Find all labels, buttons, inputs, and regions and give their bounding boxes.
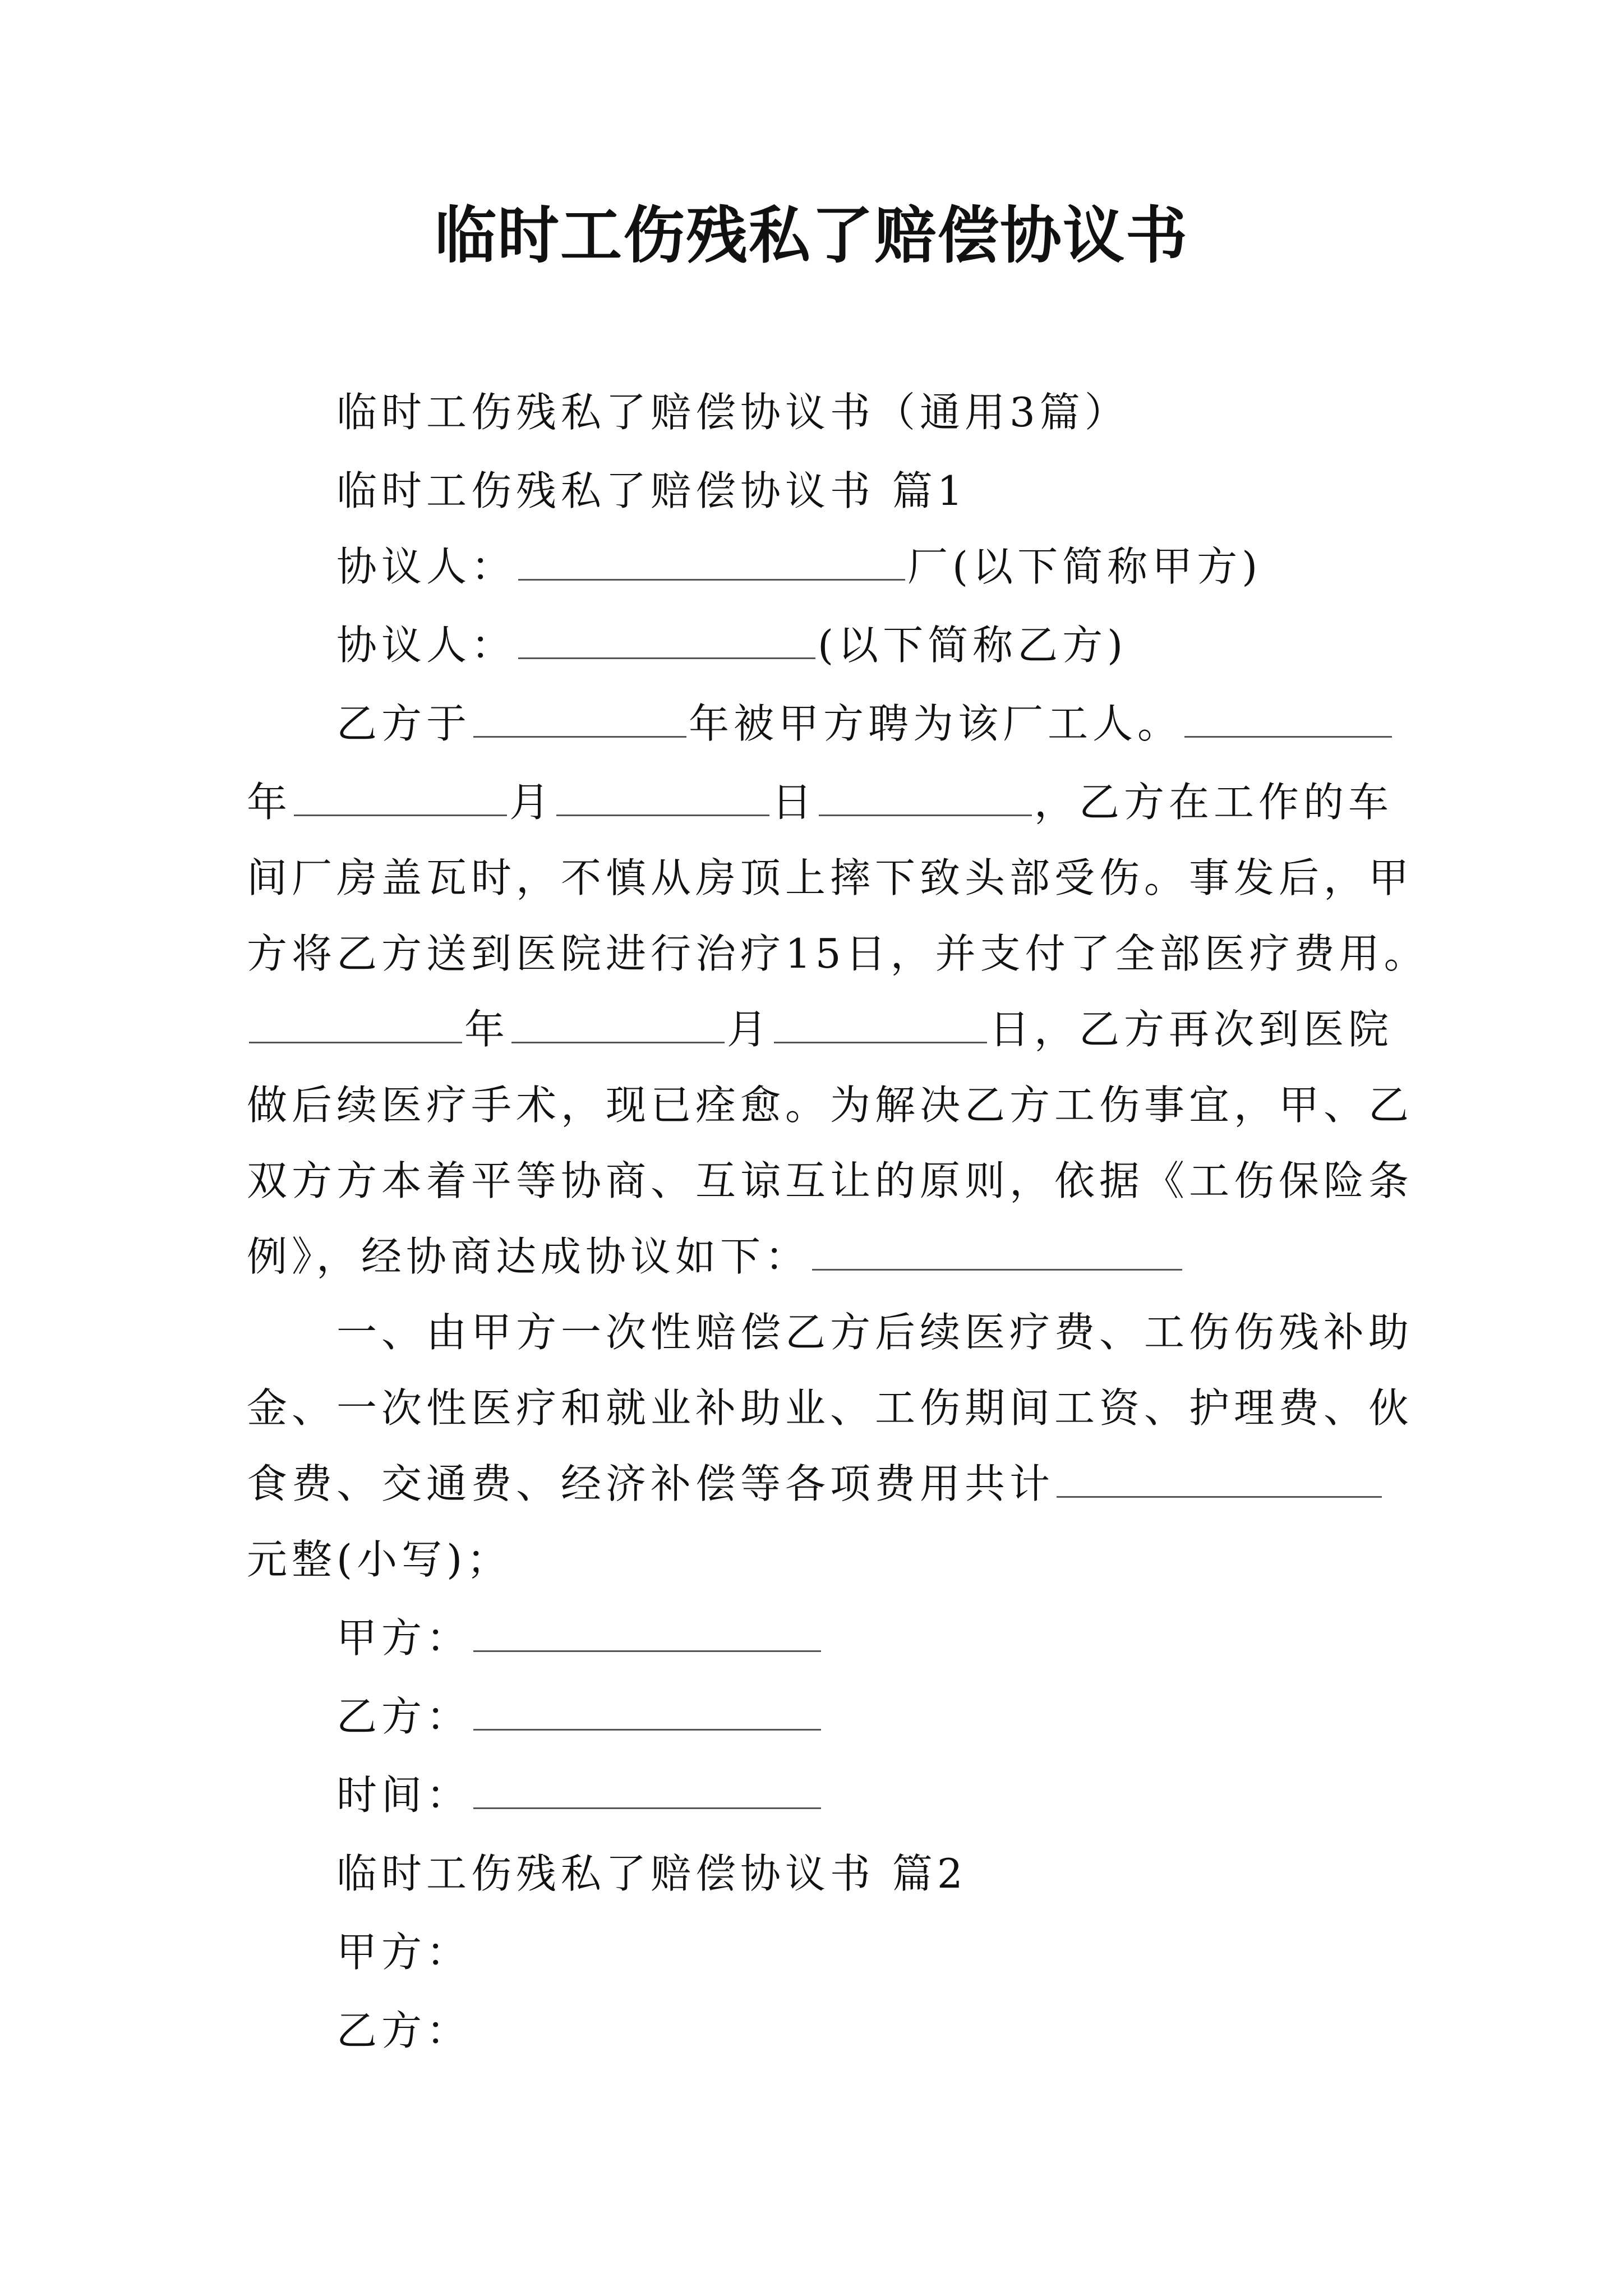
paragraph1-line8 (247, 1226, 1184, 1287)
party-b-label: 协议人： (336, 622, 517, 669)
text-span: 日 (772, 779, 817, 826)
clause1-line4: 元整(小写)； (247, 1536, 512, 1583)
section1-heading: 临时工伤残私了赔偿协议书 篇1 (336, 467, 967, 514)
paragraph1-line1 (336, 693, 1394, 754)
paragraph1-line5 (247, 999, 1393, 1060)
paragraph1-line2 (247, 771, 1393, 833)
party-b-blank (518, 618, 815, 659)
blank (249, 1002, 462, 1043)
text-span: 年 (464, 1006, 510, 1053)
amount-blank (1057, 1457, 1382, 1498)
blank (819, 775, 1032, 816)
blank (511, 1002, 725, 1043)
text-span: 食费、交通费、经济补偿等各项费用共计 (247, 1460, 1055, 1507)
blank (774, 1002, 987, 1043)
document-title: 临时工伤残私了赔偿协议书 (435, 199, 1188, 272)
text-span: 乙方： (336, 1693, 472, 1740)
party-b-line (336, 614, 1127, 676)
signature-blank (473, 1611, 821, 1652)
signature-party-a (336, 1607, 823, 1669)
clause1-line3 (247, 1453, 1384, 1515)
paragraph1-line3: 间厂房盖瓦时，不慎从房顶上摔下致头部受伤。事发后，甲 (247, 854, 1414, 901)
blank (556, 775, 769, 816)
clause1-line1: 一、由甲方一次性赔偿乙方后续医疗费、工伤伤残补助 (336, 1309, 1414, 1356)
date-blank (473, 1768, 821, 1809)
text-span: 日，乙方再次到医院 (989, 1006, 1394, 1053)
clause1-line2: 金、一次性医疗和就业补助业、工伤期间工资、护理费、伙 (247, 1384, 1414, 1432)
subtitle: 临时工伤残私了赔偿协议书（通用3篇） (336, 389, 1129, 436)
date-blank (1184, 697, 1392, 738)
text-span: 乙方于 (336, 700, 472, 747)
paragraph1-line6: 做后续医疗手术，现已痊愈。为解决乙方工伤事宜，甲、乙 (247, 1082, 1414, 1129)
party-a-blank (518, 540, 905, 581)
text-span: 月 (727, 1006, 772, 1053)
party-b-suffix: (以下简称乙方) (818, 622, 1128, 669)
paragraph1-line7: 双方方本着平等协商、互谅互让的原则，依据《工伤保险条 (247, 1157, 1414, 1204)
signature-date (336, 1764, 823, 1826)
text-span: 年 (247, 779, 292, 826)
text-span: 月 (509, 779, 555, 826)
year-blank (473, 697, 686, 738)
section2-party-b: 乙方： (336, 2007, 472, 2054)
signature-blank (473, 1690, 821, 1731)
text-span: ，乙方在工作的车 (1034, 779, 1394, 826)
section2-party-a: 甲方： (336, 1929, 472, 1976)
party-a-label: 协议人： (336, 543, 517, 590)
party-a-line (336, 536, 1262, 597)
text-span: 时间： (336, 1772, 472, 1819)
blank (812, 1230, 1182, 1271)
paragraph1-line4: 方将乙方送到医院进行治疗15日，并支付了全部医疗费用。 (247, 930, 1429, 977)
text-span: 例》，经协商达成协议如下： (247, 1233, 810, 1280)
section2-heading: 临时工伤残私了赔偿协议书 篇2 (336, 1850, 967, 1897)
party-a-suffix: 厂(以下简称甲方) (907, 543, 1262, 590)
signature-party-b (336, 1686, 823, 1747)
text-span: 甲方： (336, 1614, 472, 1662)
blank (294, 775, 507, 816)
text-span: 年被甲方聘为该厂工人。 (689, 700, 1183, 747)
